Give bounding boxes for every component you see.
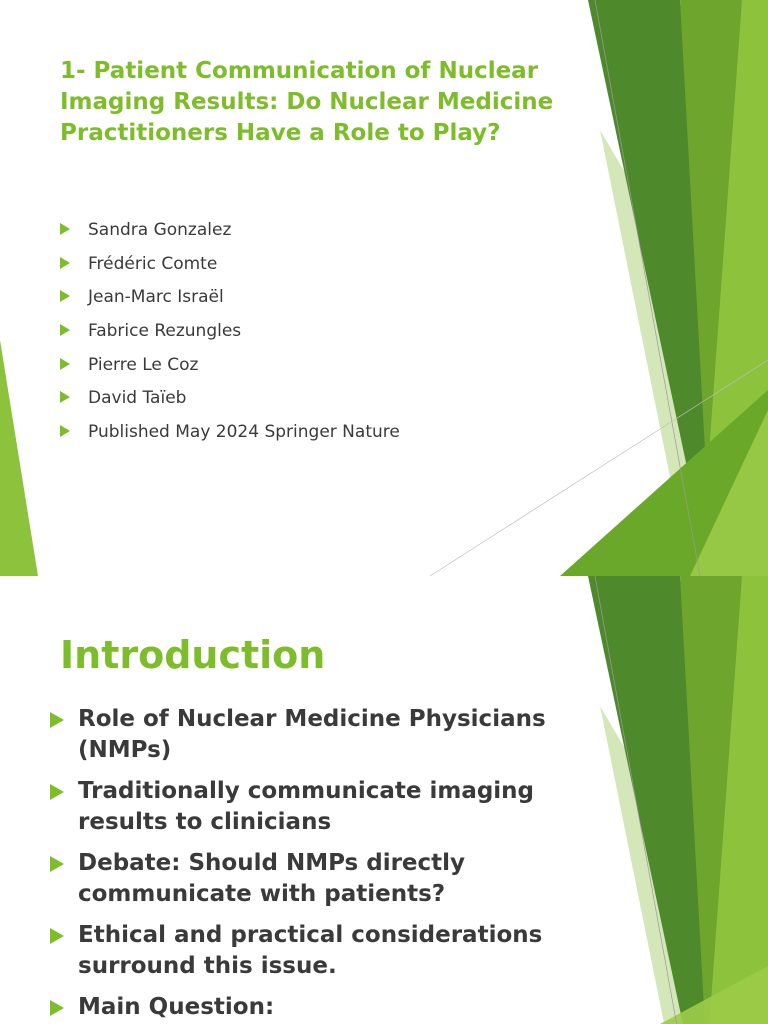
author-list-item: [60, 319, 400, 353]
bullet-text: Role of Nuclear Medicine Physicians (NMPs): [78, 706, 546, 763]
slide-1-title: 1- Patient Communication of Nuclear Imaging Results: Do Nuclear Medicine Practitioners Have a Role to Play?: [60, 58, 554, 146]
left-edge-green-shape: [0, 340, 38, 576]
bullet-triangle-icon: [60, 358, 70, 370]
bullet-text: Debate: Should NMPs directly communicate with patients?: [78, 850, 466, 907]
author-list-item: [60, 218, 400, 252]
author-list-item: [60, 353, 400, 387]
publication-info: [60, 420, 400, 454]
author-name: Pierre Le Coz: [88, 354, 199, 375]
author-name: David Taïeb: [88, 388, 187, 409]
author-list-item: [60, 285, 400, 319]
bullet-triangle-icon: [50, 784, 64, 800]
publication-text: Published May 2024 Springer Nature: [88, 422, 400, 443]
bullet-item: [50, 776, 610, 838]
bullet-triangle-icon: [60, 257, 70, 269]
bullet-text: Main Question:: [78, 994, 275, 1020]
author-name: Sandra Gonzalez: [88, 220, 232, 240]
slide-2: [0, 576, 768, 1024]
bullet-triangle-icon: [60, 425, 70, 437]
bullet-text: Traditionally communicate imaging results to clinicians: [78, 778, 535, 835]
bullet-triangle-icon: [50, 1000, 64, 1016]
slide-2-title: Introduction: [60, 633, 326, 677]
author-list-item: [60, 252, 400, 286]
bullet-triangle-icon: [50, 928, 64, 944]
bullet-item: [50, 704, 610, 766]
author-name: Fabrice Rezungles: [88, 321, 242, 342]
bullet-text: Ethical and practical considerations surround this issue.: [78, 922, 543, 979]
author-list-item: [60, 386, 400, 420]
bullet-triangle-icon: [60, 324, 70, 336]
bullet-item: [50, 920, 610, 982]
author-list: [60, 218, 400, 454]
introduction-bullet-list: [50, 704, 610, 1024]
bullet-triangle-icon: [60, 290, 70, 302]
author-name: Jean-Marc Israël: [88, 287, 224, 308]
bullet-triangle-icon: [50, 712, 64, 728]
bullet-triangle-icon: [60, 223, 70, 235]
bullet-triangle-icon: [60, 391, 70, 403]
bullet-item: [50, 992, 610, 1023]
bullet-item: [50, 848, 610, 910]
author-name: Frédéric Comte: [88, 253, 218, 274]
bullet-triangle-icon: [50, 856, 64, 872]
